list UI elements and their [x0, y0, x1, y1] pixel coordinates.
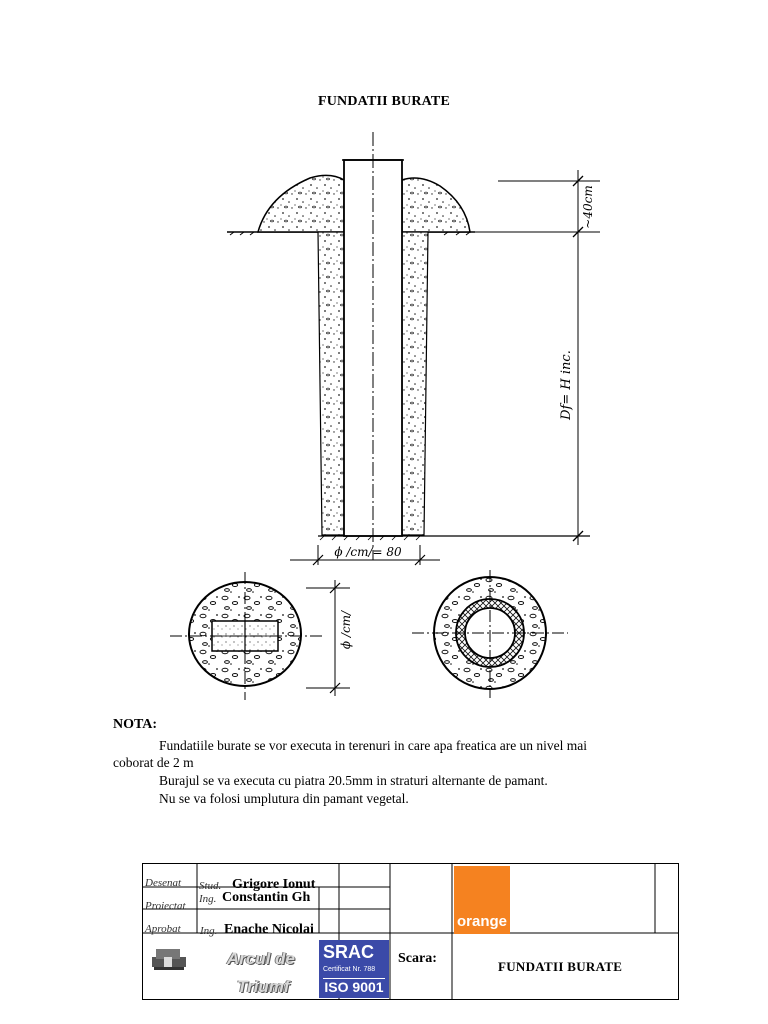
srac-iso-badge — [319, 940, 389, 998]
arcul-line-2: Triumf — [237, 977, 290, 996]
nota-paragraph-1 — [113, 737, 653, 771]
iso-text: ISO 9001 — [324, 979, 384, 995]
srac-text: SRAC — [323, 942, 375, 962]
title-block-grid — [142, 863, 679, 1000]
designer-name: Grigore Ionut — [232, 877, 316, 892]
approver-name: Enache Nicolai — [224, 922, 314, 937]
row-label-proiectat: Proiectat — [145, 900, 186, 912]
orange-logo — [454, 866, 510, 934]
orange-logo-text: orange — [457, 913, 508, 930]
nota-line-1: Fundatiile burate se vor executa in terenuri in care apa freatica are un nivel mai — [159, 738, 588, 753]
page-title: FUNDATII BURATE — [318, 94, 450, 109]
dim-top-label: ~40cm — [581, 185, 595, 229]
dim-plan-label: ϕ /cm/ — [339, 610, 353, 650]
nota-paragraph-3 — [113, 790, 653, 807]
nota-paragraph-2 — [113, 772, 653, 789]
title-block — [142, 863, 679, 1000]
sheet-title: FUNDATII BURATE — [498, 959, 623, 974]
nota-line-1b: coborat de 2 m — [113, 755, 194, 770]
dim-depth-label: Df= H inc. — [559, 350, 574, 420]
scara-label: Scara: — [398, 951, 437, 966]
row-label-aprobat: Aprobat — [145, 923, 181, 935]
row-prefix-stud: Stud. — [199, 880, 222, 892]
nota-line-2: Burajul se va executa cu piatra 20.5mm in straturi alternante de pamant. — [159, 773, 548, 788]
arcul-line-1: Arcul de — [227, 949, 296, 968]
row-prefix-ing-2: Ing. — [200, 925, 218, 937]
dim-diameter-label: ϕ /cm/= 80 — [334, 545, 402, 559]
cert-number: Certificat Nr. 788 — [323, 966, 376, 973]
row-prefix-ing-1: Ing. — [199, 893, 217, 905]
arch-icon — [150, 943, 190, 973]
row-label-desenat: Desenat — [145, 877, 182, 889]
nota-line-3: Nu se va folosi umplutura din pamant vegetal. — [159, 791, 409, 806]
nota-heading: NOTA: — [113, 717, 158, 732]
engineer-name: Constantin Gh — [222, 890, 311, 905]
